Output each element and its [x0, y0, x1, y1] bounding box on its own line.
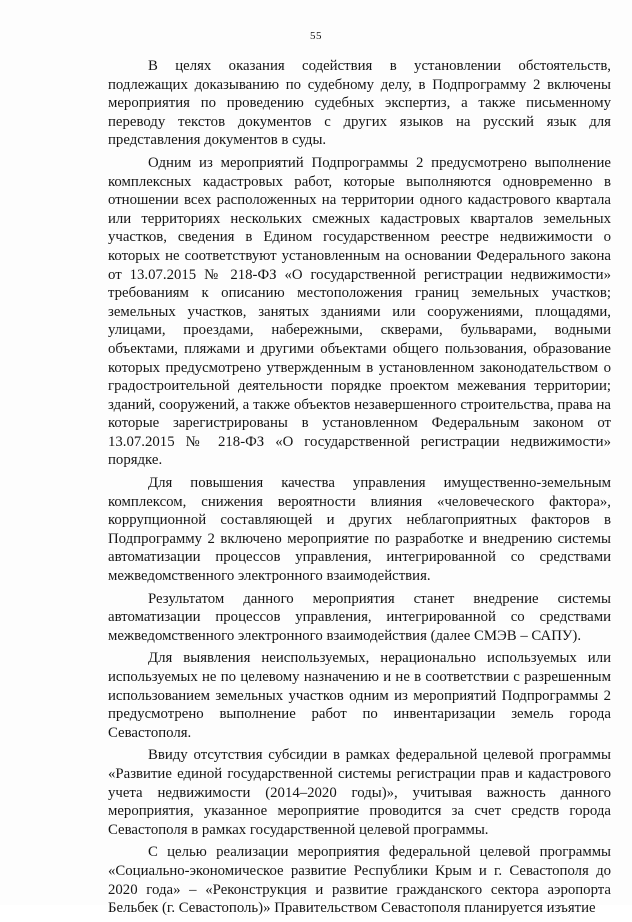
paragraph-land-inventory: Для выявления неиспользуемых, нерационально используемых или используемых не по целевому назначению и не в соответствии с разрешенным использованием земельных участков одним из мероприятий Подпрограммы 2 предусмотрено выполнение работ по инвентаризации земель города Севастополя. [108, 650, 611, 741]
paragraph-smev-sapu: Результатом данного мероприятия станет внедрение системы автоматизации процессов управления, интегрированной со средствами межведомственного электронного взаимодействия (далее СМЭВ – САПУ). [108, 590, 611, 644]
paragraph-court-expertise: В целях оказания содействия в установлении обстоятельств, подлежащих доказыванию по судебному делу, в Подпрограмму 2 включены мероприятия по проведению судебных экспертиз, а также письменному переводу текстов документов с других языков на русский язык для представления документов в суды. [108, 58, 611, 149]
document-body [108, 57, 611, 922]
page-number: 55 [310, 30, 322, 42]
paragraph-airport-belbek: С целью реализации мероприятия федеральной целевой программы «Социально-экономическое развитие Республики Крым и г. Севастополя до 2020 года» – «Реконструкция и развитие гражданского сектора аэропорта Бельбек (г. Севастополь)» Правительством Севастополя планируется изъятие [108, 844, 611, 917]
paragraph-cadastral-works: Одним из мероприятий Подпрограммы 2 предусмотрено выполнение комплексных кадастровых работ, которые выполняются одновременно в отношении всех расположенных на территории одного кадастрового квартала или территориях нескольких смежных кадастровых кварталов земельных участков, сведения в Едином государственном реестре недвижимости о которых не соответствуют установленным на основании Федерального закона от 13.07.2015 № 218-ФЗ «О государственной регистрации недвижимости» требованиям к описанию местоположения границ земельных участков; земельных участков, занятых зданиями или сооружениями, площадями, улицами, проездами, набережными, скверами, бульварами, водными объектами, пляжами и другими объектами общего пользования, образование которых предусмотрено утвержденным в установленном законодательством о градостроительной деятельности порядке проектом межевания территории; зданий, сооружений, а также объектов незавершенного строительства, права на которые зарегистрированы в установленном Федеральным законом от 13.07.2015 № 218-ФЗ «О государственной регистрации недвижимости» порядке. [108, 154, 611, 469]
paragraph-subsidy: Ввиду отсутствия субсидии в рамках федеральной целевой программы «Развитие единой государственной системы регистрации прав и кадастрового учета недвижимости (2014–2020 годы)», учитывая важность данного мероприятия, указанное мероприятие проводится за счет средств города Севастополя в рамках государственной целевой программы. [108, 747, 611, 838]
paragraph-automation-system: Для повышения качества управления имущественно-земельным комплексом, снижения вероятности влияния «человеческого фактора», коррупционной составляющей и других неблагоприятных факторов в Подпрограмму 2 включено мероприятие по разработке и внедрению системы автоматизации процессов управления, интегрированной со средствами межведомственного электронного взаимодействия. [108, 475, 611, 585]
